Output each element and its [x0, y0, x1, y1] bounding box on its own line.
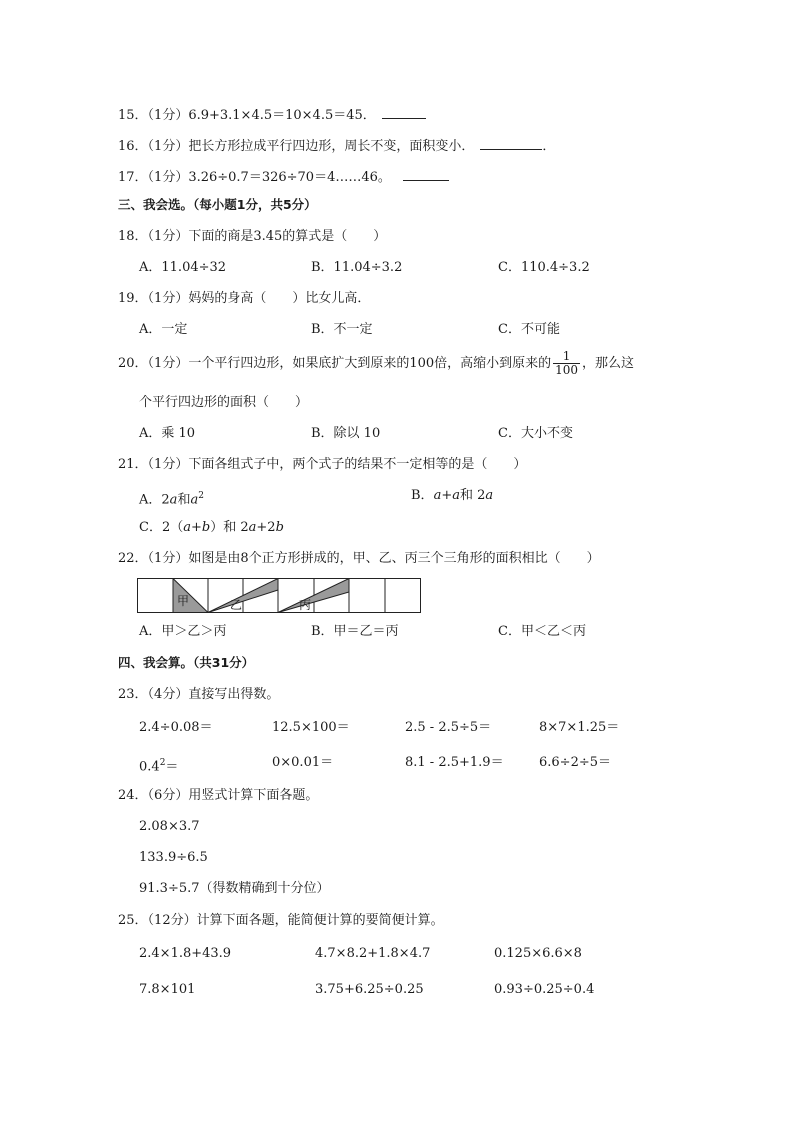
q23-item: 8×7×1.25＝ [539, 720, 620, 735]
q25-item: 0.125×6.6×8 [494, 946, 582, 961]
fraction-denominator: 100 [555, 363, 579, 377]
q21-b-plus: + [441, 488, 453, 503]
q22-option-a[interactable]: A．甲＞乙＞丙 [139, 624, 227, 639]
q21-c-plus2: +2 [256, 520, 276, 535]
q21-a-mid: 和 [177, 492, 191, 508]
q21-c-plus: + [190, 520, 202, 535]
eight-squares-figure [137, 578, 423, 614]
q23-item-power [139, 754, 178, 776]
question-15 [118, 104, 426, 125]
fraction-1-100 [553, 350, 580, 377]
answer-blank-16[interactable] [480, 135, 542, 150]
q21-b-var: a [433, 488, 442, 503]
q21-c-var2: b [201, 520, 211, 535]
label-yi: 乙 [230, 598, 243, 612]
question-20-text-b: ，那么这 [582, 356, 635, 371]
q21-a-var2: a [190, 492, 199, 508]
q24-item: 91.3÷5.7（得数精确到十分位） [139, 881, 330, 896]
q19-option-c[interactable]: C．不可能 [498, 322, 560, 337]
q21-b-mid: 和 2 [460, 488, 486, 503]
q19-option-b[interactable]: B．不一定 [311, 322, 373, 337]
q21-c-prefix: C．2（ [139, 520, 184, 535]
q21-b-var2: a [452, 488, 460, 503]
question-16-tail: ． [542, 139, 556, 154]
answer-blank-15[interactable] [382, 104, 426, 119]
question-20-text-a: 20．（1分）一个平行四边形，如果底扩大到原来的100倍，高缩小到原来的 [118, 356, 552, 371]
q25-item: 4.7×8.2+1.8×4.7 [315, 946, 431, 961]
answer-blank-17[interactable] [403, 166, 449, 181]
question-22-text: 22．（1分）如图是由8个正方形拼成的，甲、乙、丙三个三角形的面积相比（ ） [118, 551, 600, 566]
question-20-text-c: 个平行四边形的面积（ ） [139, 395, 309, 410]
q23-item: 6.6÷2÷5＝ [539, 755, 612, 770]
question-17-text: 17．（1分）3.26÷0.7＝326÷70＝4……46。 [118, 170, 391, 185]
question-15-text: 15．（1分）6.9+3.1×4.5＝10×4.5＝45． [118, 108, 376, 123]
q22-option-c[interactable]: C．甲＜乙＜丙 [498, 624, 586, 639]
question-19-text: 19．（1分）妈妈的身高（ ）比女儿高． [118, 291, 371, 306]
q21-b-prefix: B． [411, 488, 434, 503]
label-bing: 丙 [299, 598, 312, 612]
question-24-text: 24．（6分）用竖式计算下面各题。 [118, 788, 319, 803]
q23-power-exponent: 2 [159, 758, 166, 768]
q21-c-var4: b [275, 520, 284, 535]
q21-option-c[interactable] [139, 519, 284, 537]
q20-option-a[interactable]: A．乘 10 [139, 426, 196, 441]
question-23-text: 23．（4分）直接写出得数。 [118, 687, 280, 702]
question-17 [118, 166, 449, 187]
q19-option-a[interactable]: A．一定 [139, 322, 188, 337]
q18-option-b[interactable]: B．11.04÷3.2 [311, 260, 403, 275]
q20-option-c[interactable]: C．大小不变 [498, 426, 573, 441]
q23-item: 2.5 - 2.5÷5＝ [405, 720, 492, 735]
q21-a-exponent: 2 [198, 491, 204, 501]
q23-item: 2.4÷0.08＝ [139, 720, 213, 735]
q21-c-var: a [183, 520, 191, 535]
q23-item: 12.5×100＝ [272, 720, 350, 735]
question-16 [118, 135, 555, 156]
q25-item: 0.93÷0.25÷0.4 [494, 982, 595, 997]
q25-item: 7.8×101 [139, 982, 196, 997]
q21-a-prefix: A．2 [139, 492, 170, 508]
question-18-text: 18．（1分）下面的商是3.45的算式是（ ） [118, 229, 387, 244]
question-16-text: 16．（1分）把长方形拉成平行四边形，周长不变，面积变小． [118, 139, 475, 154]
q18-option-a[interactable]: A．11.04÷32 [139, 260, 227, 275]
q23-power-equals: ＝ [165, 759, 179, 775]
q21-a-var: a [169, 492, 178, 508]
q21-b-var3: a [485, 488, 494, 503]
q25-item: 3.75+6.25÷0.25 [315, 982, 424, 997]
q21-option-a[interactable] [139, 487, 204, 509]
q25-item: 2.4×1.8+43.9 [139, 946, 232, 961]
q23-item: 0×0.01＝ [272, 755, 334, 770]
q23-item: 8.1 - 2.5+1.9＝ [405, 755, 504, 770]
q22-option-b[interactable]: B．甲＝乙＝丙 [311, 624, 399, 639]
q23-power-base: 0.4 [139, 759, 160, 775]
q24-item: 2.08×3.7 [139, 819, 200, 834]
q21-option-b[interactable] [411, 487, 493, 505]
q21-c-var3: a [248, 520, 257, 535]
q21-c-mid: ）和 2 [210, 520, 249, 535]
q18-option-c[interactable]: C．110.4÷3.2 [498, 260, 590, 275]
fraction-numerator: 1 [553, 350, 580, 364]
label-jia: 甲 [177, 594, 190, 608]
question-21-text: 21．（1分）下面各组式子中，两个式子的结果不一定相等的是（ ） [118, 457, 527, 472]
q24-item: 133.9÷6.5 [139, 850, 208, 865]
question-25-text: 25．（12分）计算下面各题，能简便计算的要简便计算。 [118, 913, 444, 928]
section-4-title: 四、我会算。（共31分） [118, 655, 255, 670]
section-3-title: 三、我会选。（每小题1分，共5分） [118, 197, 317, 212]
question-20 [118, 350, 634, 378]
q20-option-b[interactable]: B．除以 10 [311, 426, 381, 441]
